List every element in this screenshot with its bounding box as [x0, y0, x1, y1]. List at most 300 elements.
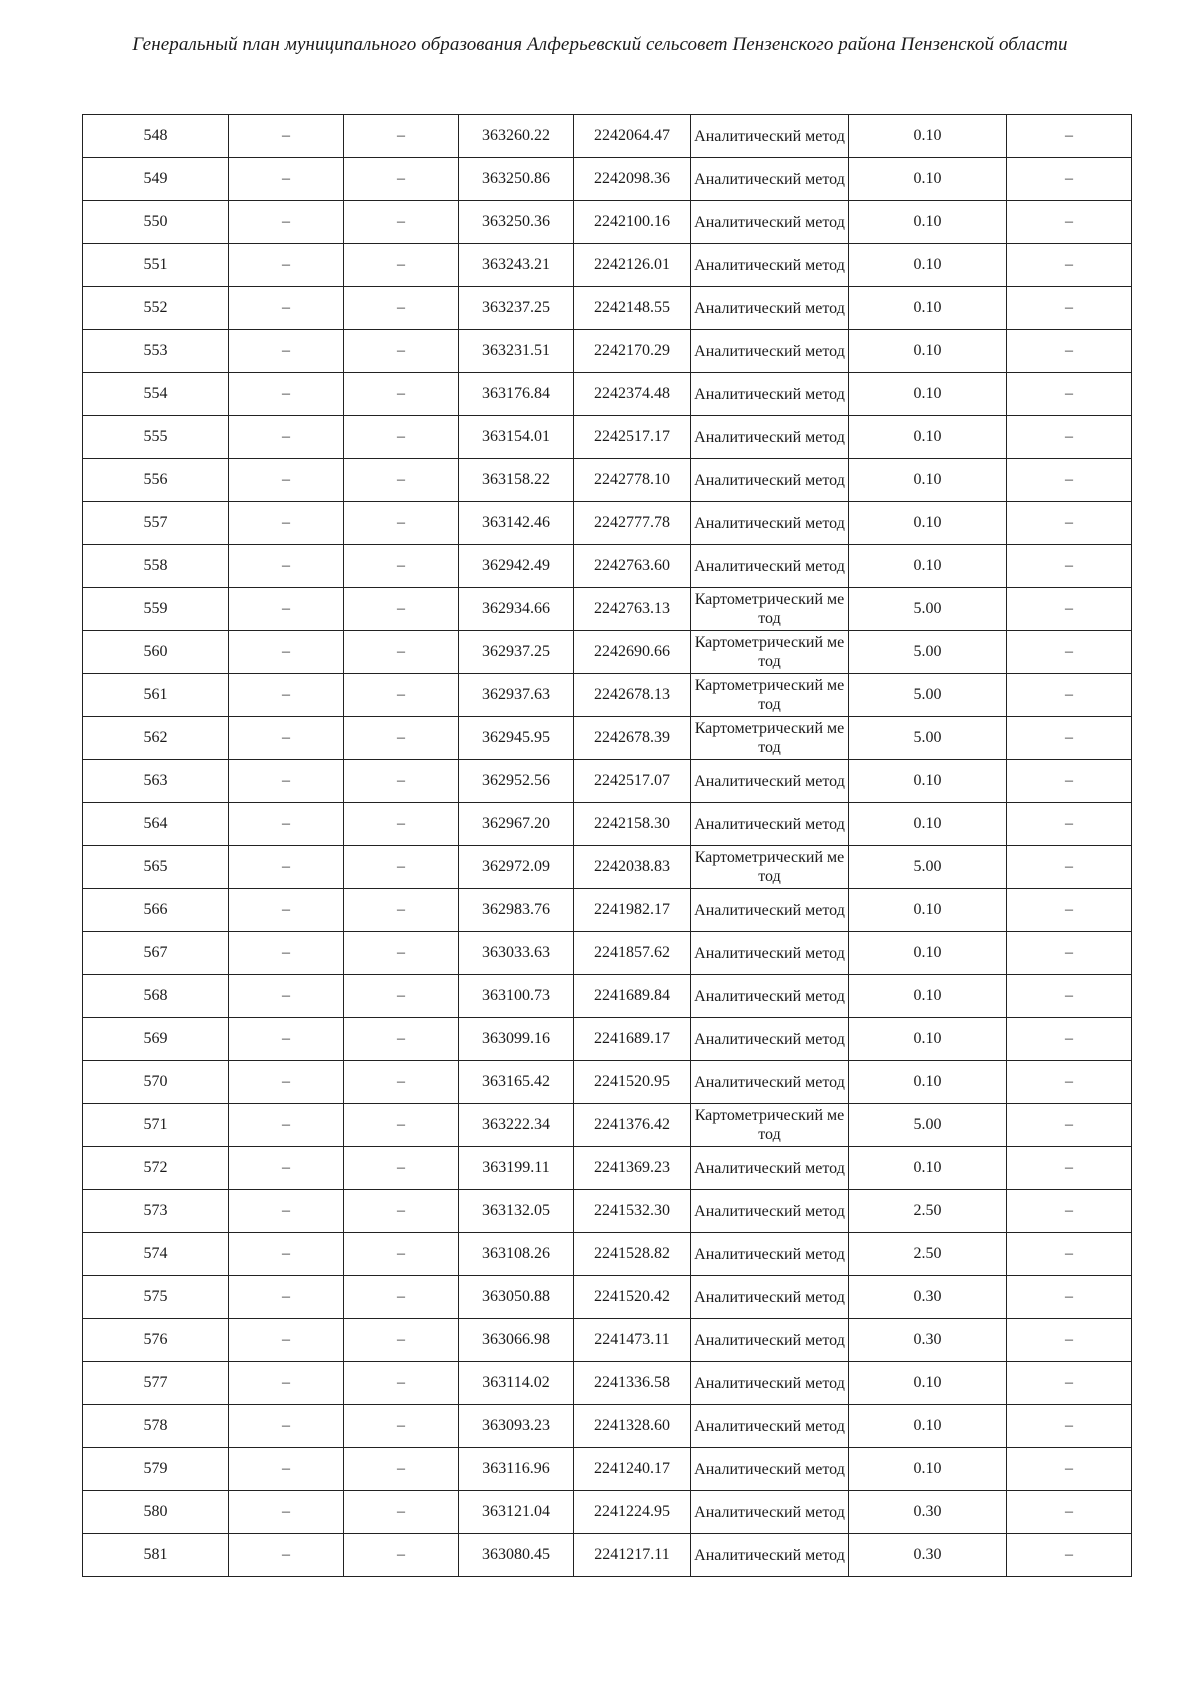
empty-value-cell: –: [344, 1534, 459, 1577]
x-coordinate-cell: 363199.11: [459, 1147, 574, 1190]
empty-value-cell: –: [344, 889, 459, 932]
point-number-cell: 581: [83, 1534, 229, 1577]
x-coordinate-cell: 363116.96: [459, 1448, 574, 1491]
empty-value-cell: –: [1007, 674, 1132, 717]
empty-value-cell: –: [344, 1405, 459, 1448]
empty-value-cell: –: [1007, 330, 1132, 373]
empty-value-cell: –: [1007, 1018, 1132, 1061]
table-row: [83, 1233, 1132, 1276]
x-coordinate-cell: 363108.26: [459, 1233, 574, 1276]
method-cell: Аналитический метод: [691, 1491, 849, 1534]
point-number-cell: 558: [83, 545, 229, 588]
empty-value-cell: –: [229, 1147, 344, 1190]
point-number-cell: 574: [83, 1233, 229, 1276]
table-row: [83, 416, 1132, 459]
table-row: [83, 674, 1132, 717]
empty-value-cell: –: [344, 846, 459, 889]
precision-cell: 5.00: [849, 717, 1007, 760]
table-row: [83, 1491, 1132, 1534]
table-row: [83, 1362, 1132, 1405]
table-row: [83, 975, 1132, 1018]
empty-value-cell: –: [344, 373, 459, 416]
table-row: [83, 373, 1132, 416]
table-row: [83, 158, 1132, 201]
empty-value-cell: –: [229, 803, 344, 846]
point-number-cell: 549: [83, 158, 229, 201]
point-number-cell: 571: [83, 1104, 229, 1147]
point-number-cell: 575: [83, 1276, 229, 1319]
empty-value-cell: –: [344, 244, 459, 287]
precision-cell: 0.10: [849, 158, 1007, 201]
empty-value-cell: –: [229, 1190, 344, 1233]
point-number-cell: 563: [83, 760, 229, 803]
y-coordinate-cell: 2242763.60: [574, 545, 691, 588]
precision-cell: 0.10: [849, 889, 1007, 932]
point-number-cell: 577: [83, 1362, 229, 1405]
empty-value-cell: –: [229, 975, 344, 1018]
x-coordinate-cell: 363165.42: [459, 1061, 574, 1104]
point-number-cell: 569: [83, 1018, 229, 1061]
empty-value-cell: –: [229, 158, 344, 201]
point-number-cell: 566: [83, 889, 229, 932]
y-coordinate-cell: 2241520.95: [574, 1061, 691, 1104]
empty-value-cell: –: [229, 717, 344, 760]
table-row: [83, 588, 1132, 631]
empty-value-cell: –: [344, 631, 459, 674]
x-coordinate-cell: 363237.25: [459, 287, 574, 330]
y-coordinate-cell: 2242158.30: [574, 803, 691, 846]
y-coordinate-cell: 2242064.47: [574, 115, 691, 158]
point-number-cell: 562: [83, 717, 229, 760]
empty-value-cell: –: [344, 1276, 459, 1319]
empty-value-cell: –: [1007, 158, 1132, 201]
empty-value-cell: –: [344, 1018, 459, 1061]
empty-value-cell: –: [1007, 803, 1132, 846]
empty-value-cell: –: [344, 975, 459, 1018]
empty-value-cell: –: [1007, 459, 1132, 502]
x-coordinate-cell: 362967.20: [459, 803, 574, 846]
point-number-cell: 550: [83, 201, 229, 244]
empty-value-cell: –: [344, 803, 459, 846]
empty-value-cell: –: [1007, 502, 1132, 545]
empty-value-cell: –: [229, 115, 344, 158]
precision-cell: 0.10: [849, 502, 1007, 545]
method-cell: Аналитический метод: [691, 932, 849, 975]
table-row: [83, 1534, 1132, 1577]
method-cell: Аналитический метод: [691, 1448, 849, 1491]
empty-value-cell: –: [229, 416, 344, 459]
point-number-cell: 576: [83, 1319, 229, 1362]
table-row: [83, 201, 1132, 244]
empty-value-cell: –: [229, 373, 344, 416]
empty-value-cell: –: [344, 459, 459, 502]
table-row: [83, 1319, 1132, 1362]
y-coordinate-cell: 2241336.58: [574, 1362, 691, 1405]
empty-value-cell: –: [1007, 201, 1132, 244]
empty-value-cell: –: [1007, 932, 1132, 975]
point-number-cell: 553: [83, 330, 229, 373]
table-row: [83, 1061, 1132, 1104]
empty-value-cell: –: [229, 760, 344, 803]
precision-cell: 0.10: [849, 1448, 1007, 1491]
point-number-cell: 568: [83, 975, 229, 1018]
table-row: [83, 803, 1132, 846]
empty-value-cell: –: [344, 588, 459, 631]
empty-value-cell: –: [344, 1491, 459, 1534]
empty-value-cell: –: [1007, 975, 1132, 1018]
x-coordinate-cell: 363033.63: [459, 932, 574, 975]
precision-cell: 0.30: [849, 1491, 1007, 1534]
table-row: [83, 1190, 1132, 1233]
empty-value-cell: –: [344, 416, 459, 459]
y-coordinate-cell: 2242517.07: [574, 760, 691, 803]
method-cell: Аналитический метод: [691, 330, 849, 373]
point-number-cell: 572: [83, 1147, 229, 1190]
table-row: [83, 1147, 1132, 1190]
empty-value-cell: –: [1007, 1276, 1132, 1319]
point-number-cell: 557: [83, 502, 229, 545]
empty-value-cell: –: [229, 1362, 344, 1405]
empty-value-cell: –: [344, 545, 459, 588]
table-row: [83, 1276, 1132, 1319]
y-coordinate-cell: 2241240.17: [574, 1448, 691, 1491]
point-number-cell: 556: [83, 459, 229, 502]
point-number-cell: 559: [83, 588, 229, 631]
y-coordinate-cell: 2241328.60: [574, 1405, 691, 1448]
y-coordinate-cell: 2241689.17: [574, 1018, 691, 1061]
empty-value-cell: –: [1007, 588, 1132, 631]
method-cell: Аналитический метод: [691, 287, 849, 330]
y-coordinate-cell: 2242517.17: [574, 416, 691, 459]
precision-cell: 2.50: [849, 1233, 1007, 1276]
empty-value-cell: –: [344, 502, 459, 545]
method-cell: Аналитический метод: [691, 1276, 849, 1319]
method-cell: Аналитический метод: [691, 201, 849, 244]
y-coordinate-cell: 2242170.29: [574, 330, 691, 373]
method-cell: Аналитический метод: [691, 1362, 849, 1405]
y-coordinate-cell: 2241217.11: [574, 1534, 691, 1577]
empty-value-cell: –: [229, 1448, 344, 1491]
empty-value-cell: –: [229, 1018, 344, 1061]
empty-value-cell: –: [1007, 244, 1132, 287]
precision-cell: 0.10: [849, 201, 1007, 244]
empty-value-cell: –: [344, 932, 459, 975]
y-coordinate-cell: 2242098.36: [574, 158, 691, 201]
empty-value-cell: –: [229, 545, 344, 588]
method-cell: Аналитический метод: [691, 416, 849, 459]
point-number-cell: 551: [83, 244, 229, 287]
y-coordinate-cell: 2241532.30: [574, 1190, 691, 1233]
x-coordinate-cell: 363100.73: [459, 975, 574, 1018]
table-row: [83, 1405, 1132, 1448]
method-cell: Картометрический метод: [691, 674, 849, 717]
y-coordinate-cell: 2242777.78: [574, 502, 691, 545]
point-number-cell: 552: [83, 287, 229, 330]
precision-cell: 0.10: [849, 115, 1007, 158]
x-coordinate-cell: 363093.23: [459, 1405, 574, 1448]
empty-value-cell: –: [229, 588, 344, 631]
precision-cell: 5.00: [849, 588, 1007, 631]
method-cell: Аналитический метод: [691, 1534, 849, 1577]
method-cell: Аналитический метод: [691, 244, 849, 287]
precision-cell: 5.00: [849, 674, 1007, 717]
empty-value-cell: –: [1007, 631, 1132, 674]
x-coordinate-cell: 362972.09: [459, 846, 574, 889]
table-row: [83, 115, 1132, 158]
method-cell: Аналитический метод: [691, 803, 849, 846]
empty-value-cell: –: [344, 1448, 459, 1491]
x-coordinate-cell: 363231.51: [459, 330, 574, 373]
coordinates-table: [82, 114, 1132, 1577]
empty-value-cell: –: [1007, 1147, 1132, 1190]
precision-cell: 0.10: [849, 459, 1007, 502]
empty-value-cell: –: [1007, 1448, 1132, 1491]
table-row: [83, 846, 1132, 889]
method-cell: Аналитический метод: [691, 760, 849, 803]
precision-cell: 0.10: [849, 1362, 1007, 1405]
empty-value-cell: –: [1007, 287, 1132, 330]
point-number-cell: 580: [83, 1491, 229, 1534]
empty-value-cell: –: [229, 459, 344, 502]
table-row: [83, 889, 1132, 932]
point-number-cell: 573: [83, 1190, 229, 1233]
method-cell: Картометрический метод: [691, 631, 849, 674]
x-coordinate-cell: 363154.01: [459, 416, 574, 459]
empty-value-cell: –: [229, 244, 344, 287]
empty-value-cell: –: [344, 1147, 459, 1190]
method-cell: Аналитический метод: [691, 1190, 849, 1233]
empty-value-cell: –: [1007, 1491, 1132, 1534]
y-coordinate-cell: 2242126.01: [574, 244, 691, 287]
precision-cell: 0.10: [849, 932, 1007, 975]
empty-value-cell: –: [344, 1190, 459, 1233]
y-coordinate-cell: 2241473.11: [574, 1319, 691, 1362]
x-coordinate-cell: 363132.05: [459, 1190, 574, 1233]
x-coordinate-cell: 363158.22: [459, 459, 574, 502]
x-coordinate-cell: 363142.46: [459, 502, 574, 545]
precision-cell: 5.00: [849, 631, 1007, 674]
point-number-cell: 578: [83, 1405, 229, 1448]
document-header: Генеральный план муниципального образования Алферьевский сельсовет Пензенского района Пензенской области: [132, 34, 1068, 55]
table-row: [83, 717, 1132, 760]
empty-value-cell: –: [344, 1233, 459, 1276]
precision-cell: 0.10: [849, 760, 1007, 803]
precision-cell: 5.00: [849, 1104, 1007, 1147]
precision-cell: 0.10: [849, 330, 1007, 373]
table-row: [83, 932, 1132, 975]
x-coordinate-cell: 363250.86: [459, 158, 574, 201]
empty-value-cell: –: [344, 115, 459, 158]
y-coordinate-cell: 2241857.62: [574, 932, 691, 975]
method-cell: Аналитический метод: [691, 889, 849, 932]
point-number-cell: 555: [83, 416, 229, 459]
table-row: [83, 760, 1132, 803]
empty-value-cell: –: [229, 1061, 344, 1104]
empty-value-cell: –: [1007, 115, 1132, 158]
x-coordinate-cell: 362934.66: [459, 588, 574, 631]
x-coordinate-cell: 363121.04: [459, 1491, 574, 1534]
table-row: [83, 631, 1132, 674]
empty-value-cell: –: [1007, 846, 1132, 889]
empty-value-cell: –: [229, 1491, 344, 1534]
precision-cell: 0.10: [849, 1018, 1007, 1061]
method-cell: Аналитический метод: [691, 373, 849, 416]
table-row: [83, 287, 1132, 330]
empty-value-cell: –: [1007, 889, 1132, 932]
method-cell: Аналитический метод: [691, 1061, 849, 1104]
empty-value-cell: –: [1007, 1405, 1132, 1448]
method-cell: Аналитический метод: [691, 1405, 849, 1448]
table-row: [83, 330, 1132, 373]
empty-value-cell: –: [1007, 545, 1132, 588]
point-number-cell: 561: [83, 674, 229, 717]
precision-cell: 0.10: [849, 545, 1007, 588]
empty-value-cell: –: [344, 330, 459, 373]
empty-value-cell: –: [1007, 373, 1132, 416]
table-row: [83, 244, 1132, 287]
y-coordinate-cell: 2241520.42: [574, 1276, 691, 1319]
point-number-cell: 565: [83, 846, 229, 889]
empty-value-cell: –: [229, 1276, 344, 1319]
empty-value-cell: –: [1007, 416, 1132, 459]
method-cell: Аналитический метод: [691, 1147, 849, 1190]
empty-value-cell: –: [229, 1233, 344, 1276]
precision-cell: 0.10: [849, 803, 1007, 846]
y-coordinate-cell: 2241528.82: [574, 1233, 691, 1276]
method-cell: Аналитический метод: [691, 1233, 849, 1276]
empty-value-cell: –: [1007, 1362, 1132, 1405]
empty-value-cell: –: [1007, 1104, 1132, 1147]
precision-cell: 0.10: [849, 244, 1007, 287]
method-cell: Картометрический метод: [691, 846, 849, 889]
x-coordinate-cell: 363050.88: [459, 1276, 574, 1319]
empty-value-cell: –: [229, 201, 344, 244]
method-cell: Картометрический метод: [691, 1104, 849, 1147]
x-coordinate-cell: 363176.84: [459, 373, 574, 416]
x-coordinate-cell: 362945.95: [459, 717, 574, 760]
y-coordinate-cell: 2242690.66: [574, 631, 691, 674]
empty-value-cell: –: [1007, 1190, 1132, 1233]
empty-value-cell: –: [344, 1319, 459, 1362]
empty-value-cell: –: [229, 330, 344, 373]
table-row: [83, 459, 1132, 502]
x-coordinate-cell: 363080.45: [459, 1534, 574, 1577]
table-row: [83, 1104, 1132, 1147]
empty-value-cell: –: [1007, 1319, 1132, 1362]
method-cell: Аналитический метод: [691, 115, 849, 158]
empty-value-cell: –: [229, 631, 344, 674]
y-coordinate-cell: 2242778.10: [574, 459, 691, 502]
x-coordinate-cell: 363260.22: [459, 115, 574, 158]
y-coordinate-cell: 2241376.42: [574, 1104, 691, 1147]
empty-value-cell: –: [1007, 760, 1132, 803]
x-coordinate-cell: 363114.02: [459, 1362, 574, 1405]
x-coordinate-cell: 363099.16: [459, 1018, 574, 1061]
empty-value-cell: –: [344, 1362, 459, 1405]
x-coordinate-cell: 362942.49: [459, 545, 574, 588]
x-coordinate-cell: 362952.56: [459, 760, 574, 803]
method-cell: Картометрический метод: [691, 717, 849, 760]
precision-cell: 0.10: [849, 1061, 1007, 1104]
empty-value-cell: –: [1007, 1534, 1132, 1577]
y-coordinate-cell: 2241224.95: [574, 1491, 691, 1534]
y-coordinate-cell: 2241689.84: [574, 975, 691, 1018]
precision-cell: 0.30: [849, 1276, 1007, 1319]
precision-cell: 0.10: [849, 416, 1007, 459]
empty-value-cell: –: [344, 760, 459, 803]
x-coordinate-cell: 363250.36: [459, 201, 574, 244]
precision-cell: 0.10: [849, 1405, 1007, 1448]
point-number-cell: 579: [83, 1448, 229, 1491]
table-row: [83, 502, 1132, 545]
precision-cell: 5.00: [849, 846, 1007, 889]
y-coordinate-cell: 2242148.55: [574, 287, 691, 330]
empty-value-cell: –: [229, 1319, 344, 1362]
point-number-cell: 560: [83, 631, 229, 674]
point-number-cell: 567: [83, 932, 229, 975]
empty-value-cell: –: [229, 889, 344, 932]
precision-cell: 0.10: [849, 373, 1007, 416]
method-cell: Картометрический метод: [691, 588, 849, 631]
table-body: [83, 115, 1132, 1577]
x-coordinate-cell: 363243.21: [459, 244, 574, 287]
y-coordinate-cell: 2242374.48: [574, 373, 691, 416]
point-number-cell: 564: [83, 803, 229, 846]
point-number-cell: 548: [83, 115, 229, 158]
precision-cell: 2.50: [849, 1190, 1007, 1233]
empty-value-cell: –: [229, 846, 344, 889]
empty-value-cell: –: [229, 287, 344, 330]
y-coordinate-cell: 2242038.83: [574, 846, 691, 889]
empty-value-cell: –: [344, 201, 459, 244]
empty-value-cell: –: [1007, 1061, 1132, 1104]
table-row: [83, 545, 1132, 588]
empty-value-cell: –: [344, 1061, 459, 1104]
precision-cell: 0.10: [849, 287, 1007, 330]
method-cell: Аналитический метод: [691, 1319, 849, 1362]
y-coordinate-cell: 2241982.17: [574, 889, 691, 932]
precision-cell: 0.10: [849, 975, 1007, 1018]
method-cell: Аналитический метод: [691, 502, 849, 545]
empty-value-cell: –: [229, 502, 344, 545]
x-coordinate-cell: 362937.25: [459, 631, 574, 674]
method-cell: Аналитический метод: [691, 545, 849, 588]
empty-value-cell: –: [229, 932, 344, 975]
empty-value-cell: –: [229, 1405, 344, 1448]
table-row: [83, 1448, 1132, 1491]
precision-cell: 0.30: [849, 1534, 1007, 1577]
y-coordinate-cell: 2242678.39: [574, 717, 691, 760]
y-coordinate-cell: 2242763.13: [574, 588, 691, 631]
empty-value-cell: –: [344, 158, 459, 201]
empty-value-cell: –: [344, 717, 459, 760]
empty-value-cell: –: [1007, 1233, 1132, 1276]
empty-value-cell: –: [344, 287, 459, 330]
x-coordinate-cell: 363222.34: [459, 1104, 574, 1147]
point-number-cell: 554: [83, 373, 229, 416]
y-coordinate-cell: 2242100.16: [574, 201, 691, 244]
y-coordinate-cell: 2241369.23: [574, 1147, 691, 1190]
empty-value-cell: –: [229, 1534, 344, 1577]
empty-value-cell: –: [344, 1104, 459, 1147]
empty-value-cell: –: [1007, 717, 1132, 760]
method-cell: Аналитический метод: [691, 158, 849, 201]
method-cell: Аналитический метод: [691, 459, 849, 502]
x-coordinate-cell: 362937.63: [459, 674, 574, 717]
x-coordinate-cell: 362983.76: [459, 889, 574, 932]
precision-cell: 0.30: [849, 1319, 1007, 1362]
point-number-cell: 570: [83, 1061, 229, 1104]
